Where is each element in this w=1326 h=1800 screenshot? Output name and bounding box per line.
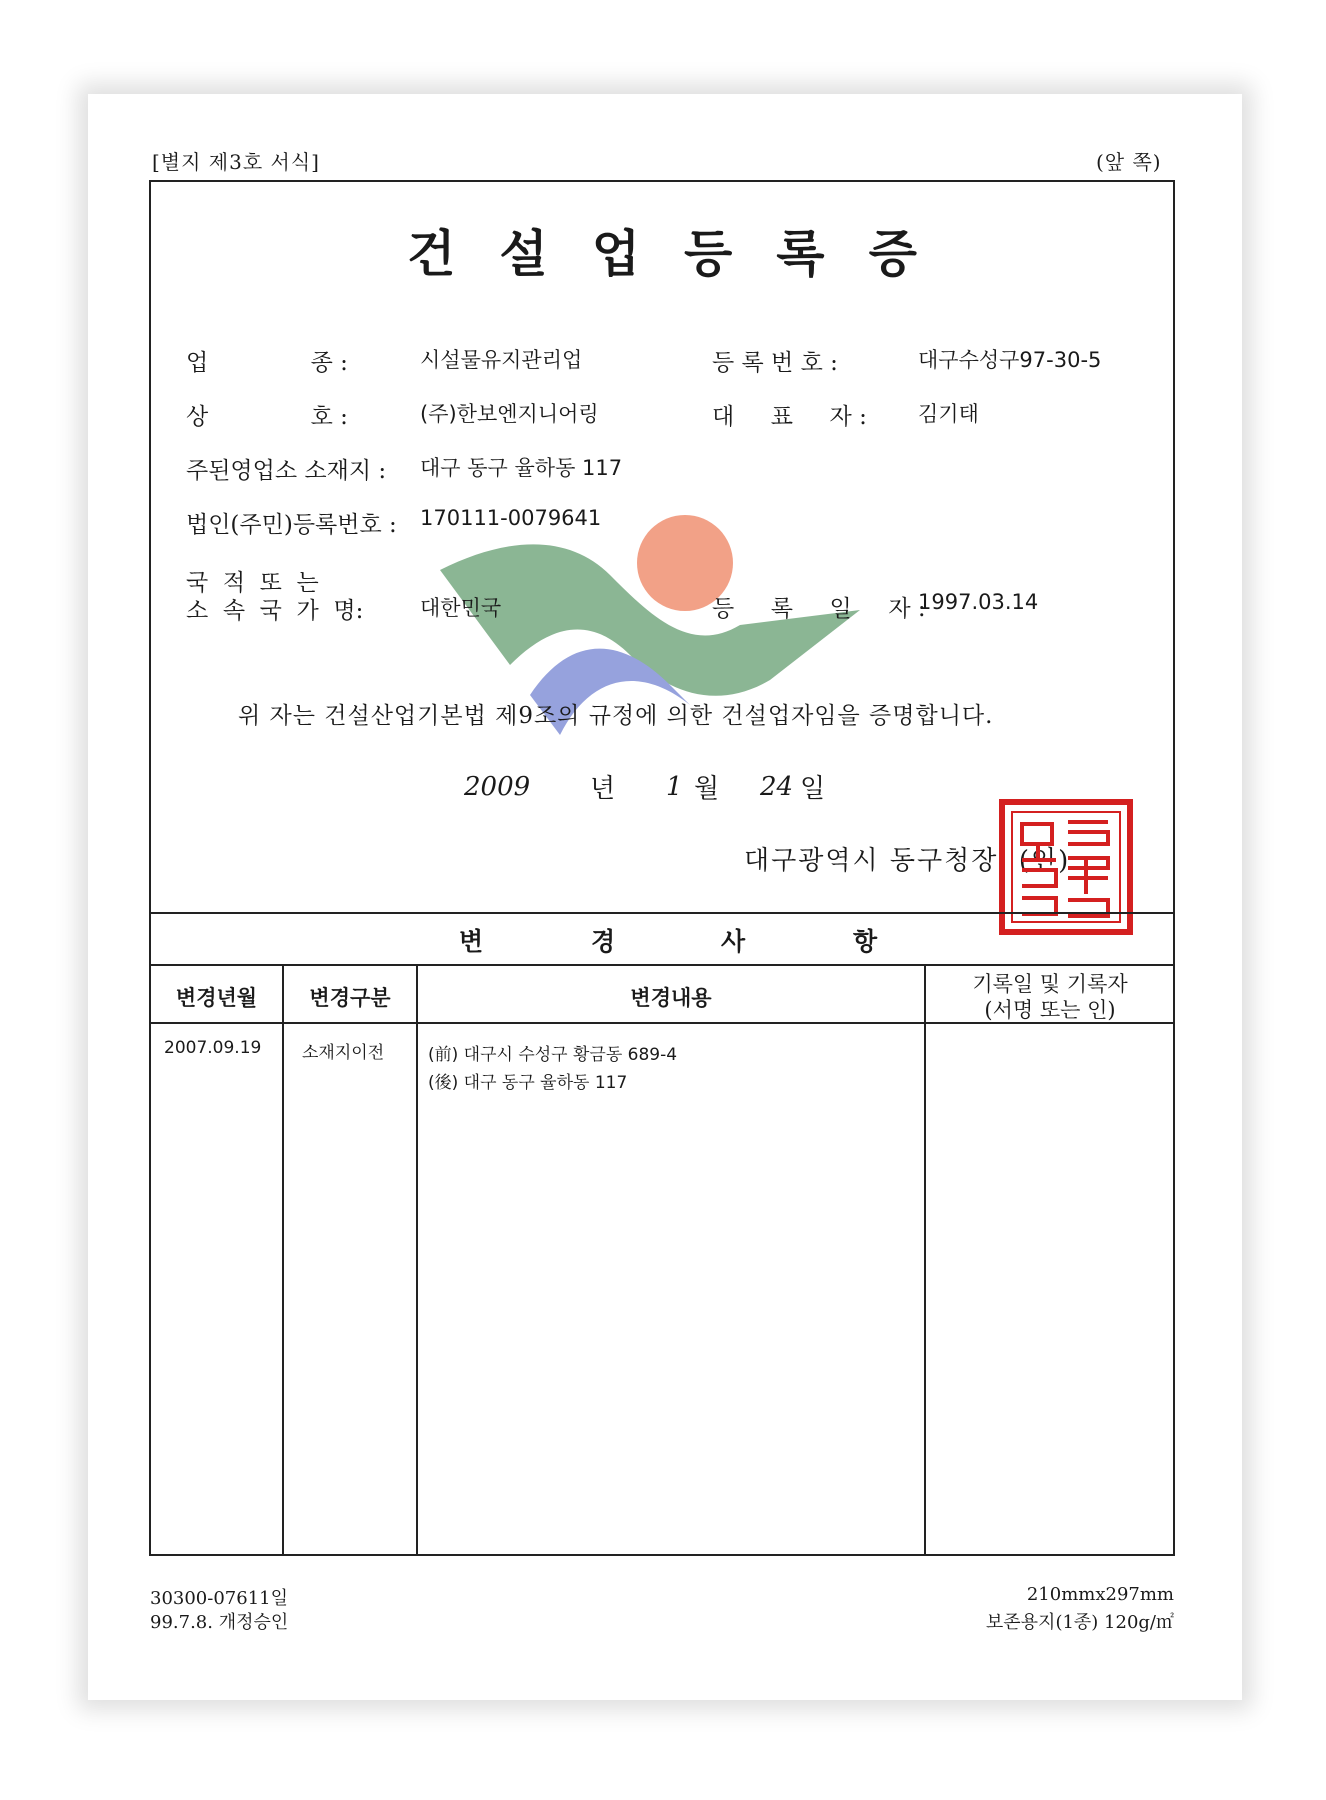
- footer-paper: 보존용지(1종) 120g/㎡: [985, 1612, 1174, 1633]
- col-header-content: 변경내용: [630, 985, 712, 1010]
- reg-no-value: 대구수성구97-30-5: [918, 348, 1102, 372]
- section-title-char-1: 변: [459, 927, 484, 956]
- section-divider-header: [149, 964, 1175, 966]
- corp-no-value: 170111-0079641: [420, 506, 602, 530]
- office-label: 주된영업소 소재지 :: [186, 458, 387, 484]
- footer-size: 210mmx297mm: [1026, 1584, 1174, 1605]
- row-1-date: 2007.09.19: [164, 1038, 262, 1058]
- row-1-type: 소재지이전: [302, 1043, 385, 1063]
- business-type-value: 시설물유지관리업: [420, 348, 583, 372]
- col-divider-1: [282, 964, 284, 1556]
- section-title-char-3: 사: [721, 927, 746, 956]
- col-header-type: 변경구분: [309, 985, 391, 1010]
- official-red-seal-icon: [998, 798, 1134, 936]
- nationality-value: 대한민국: [420, 596, 502, 620]
- footer-approval: 99.7.8. 개정승인: [150, 1612, 289, 1633]
- business-type-label: 업 종 :: [186, 350, 348, 376]
- issue-day: 24: [760, 772, 794, 802]
- reg-date-value: 1997.03.14: [918, 590, 1039, 614]
- issue-month-unit: 월: [694, 774, 720, 804]
- col-header-date: 변경년월: [175, 985, 258, 1010]
- company-value: (주)한보엔지니어링: [420, 402, 599, 426]
- issue-year-unit: 년: [590, 774, 616, 804]
- col-header-recorder-line1: 기록일 및 기록자: [972, 972, 1128, 996]
- row-1-before: (前) 대구시 수성구 황금동 689-4: [428, 1045, 678, 1065]
- representative-value: 김기태: [918, 402, 979, 426]
- col-header-recorder-line2: (서명 또는 인): [984, 998, 1116, 1022]
- section-divider-top: [149, 912, 1175, 914]
- reg-date-label: 등 록 일 자 :: [712, 596, 926, 622]
- col-divider-2: [416, 964, 418, 1556]
- office-value: 대구 동구 율하동 117: [420, 456, 623, 480]
- certificate-title: 건설업등록증: [407, 225, 961, 283]
- issuer: 대구광역시 동구청장 (인): [744, 846, 1071, 876]
- page-side: (앞 쪽): [1096, 150, 1162, 174]
- certification-statement: 위 자는 건설산업기본법 제9조의 규정에 의한 건설업자임을 증명합니다.: [238, 703, 994, 729]
- nationality-label-line2: 소 속 국 가 명:: [186, 598, 364, 624]
- issue-year: 2009: [464, 772, 531, 802]
- issue-day-unit: 일: [800, 774, 826, 804]
- nationality-label-line1: 국 적 또 는: [186, 570, 319, 596]
- company-label: 상 호 :: [186, 404, 348, 430]
- issue-month: 1: [666, 772, 683, 802]
- corp-no-label: 법인(주민)등록번호 :: [186, 512, 397, 538]
- section-title-char-2: 경: [591, 927, 616, 956]
- form-number: [별지 제3호 서식]: [152, 150, 320, 174]
- representative-label: 대 표 자 :: [712, 404, 867, 430]
- row-1-after: (後) 대구 동구 율하동 117: [428, 1073, 628, 1093]
- col-divider-3: [924, 964, 926, 1556]
- section-title-char-4: 항: [853, 927, 878, 956]
- footer-code: 30300-07611일: [150, 1588, 288, 1609]
- reg-no-label: 등 록 번 호 :: [712, 350, 838, 376]
